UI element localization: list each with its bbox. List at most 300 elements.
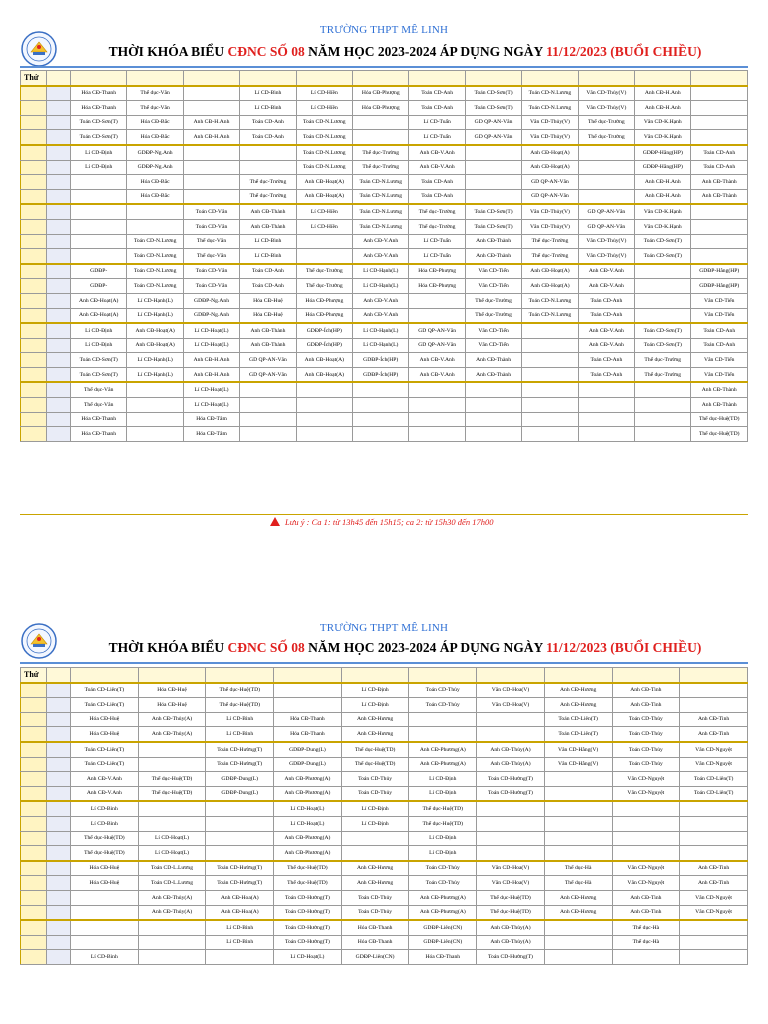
header-cell bbox=[127, 71, 183, 86]
class-cell: Lí CD-Hạnh(L) bbox=[353, 338, 409, 353]
table-row bbox=[21, 115, 748, 130]
header-cell bbox=[522, 71, 578, 86]
session-cell bbox=[47, 861, 71, 876]
class-cell: Thể dục-Trường bbox=[635, 367, 691, 382]
class-cell bbox=[240, 412, 296, 427]
page-title: THỜI KHÓA BIỂU CĐNC SỐ 08 NĂM HỌC 2023-2024 ÁP DỤNG NGÀY 11/12/2023 (BUỔI CHIỀU) bbox=[108, 44, 702, 59]
class-cell: Anh CĐ-V.Anh bbox=[353, 249, 409, 264]
class-cell bbox=[409, 427, 465, 442]
table-row bbox=[21, 219, 748, 234]
class-cell: Toán CD-N.Lương bbox=[127, 249, 183, 264]
class-cell bbox=[522, 427, 578, 442]
class-cell: GDĐP-Liên(CN) bbox=[409, 920, 477, 935]
class-cell: GDĐP-Dung(L) bbox=[206, 772, 274, 787]
class-cell: Toán CD-Hường(T) bbox=[206, 742, 274, 757]
class-cell: Toán CD-Thủy bbox=[341, 786, 409, 801]
class-cell bbox=[183, 101, 239, 116]
class-cell bbox=[691, 101, 748, 116]
class-cell bbox=[477, 816, 545, 831]
session-cell bbox=[47, 712, 71, 727]
class-cell: Anh CĐ-Thủy(A) bbox=[477, 920, 545, 935]
day-cell bbox=[21, 920, 47, 935]
header-cell bbox=[71, 668, 139, 683]
class-cell: Lí CD-Bình bbox=[71, 816, 139, 831]
header-weekday: Thứ bbox=[21, 668, 47, 683]
class-cell: Anh CĐ-V.Anh bbox=[578, 338, 634, 353]
class-cell bbox=[353, 130, 409, 145]
class-cell: Toán CD-Sơn(T) bbox=[71, 115, 127, 130]
class-cell bbox=[635, 427, 691, 442]
class-cell: Thể dục-Hà bbox=[544, 876, 612, 891]
class-cell: Hóa CĐ-Huệ bbox=[138, 698, 206, 713]
class-cell: GDĐP-Ng.Anh bbox=[127, 160, 183, 175]
class-cell bbox=[477, 801, 545, 816]
class-cell: Anh CĐ-Thành bbox=[240, 338, 296, 353]
class-cell: Lí CD-Hoạt(L) bbox=[183, 382, 239, 397]
class-cell: Thể dục-Văn bbox=[183, 234, 239, 249]
class-cell: Toán CD-Thủy bbox=[341, 905, 409, 920]
day-cell bbox=[21, 115, 47, 130]
session-cell bbox=[47, 204, 71, 219]
class-cell: Toán CD-Sơn(T) bbox=[465, 204, 521, 219]
class-cell bbox=[635, 382, 691, 397]
table-row bbox=[21, 427, 748, 442]
class-cell: Hóa CĐ-Thanh bbox=[71, 412, 127, 427]
day-cell bbox=[21, 338, 47, 353]
class-cell: Anh CĐ-V.Anh bbox=[409, 145, 465, 160]
class-cell: Anh CĐ-Thủy(A) bbox=[138, 905, 206, 920]
class-cell: Hóa CĐ-Huệ bbox=[240, 308, 296, 323]
table-row bbox=[21, 293, 748, 308]
class-cell: Anh CĐ-Tình bbox=[680, 876, 748, 891]
day-cell bbox=[21, 846, 47, 861]
timetable-grid bbox=[20, 667, 748, 965]
day-cell bbox=[21, 293, 47, 308]
class-cell bbox=[578, 412, 634, 427]
class-cell: Lí CD-Hiền bbox=[296, 101, 352, 116]
class-cell bbox=[127, 427, 183, 442]
session-cell bbox=[47, 772, 71, 787]
class-cell: Văn CD-Nguyệt bbox=[612, 772, 680, 787]
class-cell: Thể dục-Huệ(TD) bbox=[206, 698, 274, 713]
class-cell: Văn CD-Tiến bbox=[465, 323, 521, 338]
class-cell: Lí CD-Định bbox=[409, 786, 477, 801]
class-cell: Thể dục-Huệ(TD) bbox=[341, 742, 409, 757]
class-cell: GDĐP-Liên(CN) bbox=[341, 950, 409, 965]
class-cell bbox=[465, 189, 521, 204]
class-cell: Lí CD-Bình bbox=[240, 249, 296, 264]
class-cell: Toán CD-N.Lương bbox=[353, 204, 409, 219]
class-cell bbox=[680, 801, 748, 816]
class-cell bbox=[127, 219, 183, 234]
class-cell bbox=[465, 398, 521, 413]
class-cell: Hóa CĐ-Huệ bbox=[71, 861, 139, 876]
header-cell bbox=[612, 668, 680, 683]
class-cell: Toán CD-Sơn(T) bbox=[635, 249, 691, 264]
class-cell: Toán CD-Anh bbox=[578, 293, 634, 308]
class-cell bbox=[680, 698, 748, 713]
session-cell bbox=[47, 101, 71, 116]
class-cell: Toán CD-Hường(T) bbox=[206, 757, 274, 772]
class-cell bbox=[296, 382, 352, 397]
class-cell: Anh CĐ-Thủy(A) bbox=[138, 712, 206, 727]
class-cell: Lí CD-Bình bbox=[206, 920, 274, 935]
class-cell: Toán CD-Sơn(T) bbox=[635, 338, 691, 353]
table-row bbox=[21, 920, 748, 935]
class-cell: Thể dục-Huệ(TD) bbox=[138, 786, 206, 801]
class-cell: Văn CD-Hoa(V) bbox=[477, 698, 545, 713]
class-cell: GD QP-AN-Văn bbox=[240, 367, 296, 382]
class-cell: GDĐP-Ích(HP) bbox=[353, 353, 409, 368]
day-cell bbox=[21, 816, 47, 831]
session-cell bbox=[47, 219, 71, 234]
class-cell: Anh CĐ-H.Anh bbox=[635, 175, 691, 190]
table-row bbox=[21, 727, 748, 742]
class-cell bbox=[127, 382, 183, 397]
class-cell: Văn CD-Nguyệt bbox=[680, 905, 748, 920]
class-cell: GDĐP- bbox=[71, 264, 127, 279]
school-name: TRƯỜNG THPT MÊ LINH bbox=[319, 622, 449, 634]
class-cell: Văn CD-Nguyệt bbox=[612, 861, 680, 876]
table-row bbox=[21, 398, 748, 413]
class-cell bbox=[465, 145, 521, 160]
session-cell bbox=[47, 876, 71, 891]
class-cell bbox=[138, 742, 206, 757]
class-cell bbox=[544, 772, 612, 787]
class-cell: Anh CĐ-V.Anh bbox=[353, 234, 409, 249]
class-cell bbox=[635, 293, 691, 308]
table-row bbox=[21, 757, 748, 772]
class-cell bbox=[240, 145, 296, 160]
session-cell bbox=[47, 308, 71, 323]
class-cell: Toán CD-Hường(T) bbox=[274, 890, 342, 905]
class-cell: Toán CD-Sơn(T) bbox=[465, 86, 521, 101]
table-row bbox=[21, 412, 748, 427]
session-cell bbox=[47, 683, 71, 698]
table-row bbox=[21, 801, 748, 816]
day-cell bbox=[21, 160, 47, 175]
class-cell: Văn CD-Tiến bbox=[465, 279, 521, 294]
timetable-grid bbox=[20, 70, 748, 442]
class-cell: GDĐP-Hằng(HP) bbox=[635, 160, 691, 175]
class-cell: Lí CD-Tuấn bbox=[409, 249, 465, 264]
class-cell: Anh CĐ-Hoạt(A) bbox=[71, 308, 127, 323]
session-cell bbox=[47, 905, 71, 920]
class-cell: GD QP-AN-Văn bbox=[578, 204, 634, 219]
class-cell: Hóa CĐ-Tâm bbox=[183, 412, 239, 427]
session-cell bbox=[47, 786, 71, 801]
class-cell bbox=[341, 831, 409, 846]
class-cell bbox=[680, 935, 748, 950]
session-cell bbox=[47, 727, 71, 742]
class-cell: Anh CĐ-Hoạt(A) bbox=[71, 293, 127, 308]
class-cell: Văn CD-Nguyệt bbox=[680, 742, 748, 757]
table-row bbox=[21, 950, 748, 965]
class-cell bbox=[578, 398, 634, 413]
day-cell bbox=[21, 950, 47, 965]
class-cell: Hóa CĐ-Phượng bbox=[296, 293, 352, 308]
class-cell: Lí CD-Hạnh(L) bbox=[127, 367, 183, 382]
class-cell bbox=[544, 935, 612, 950]
class-cell: Thể dục-Huệ(TD) bbox=[409, 816, 477, 831]
class-cell bbox=[612, 816, 680, 831]
class-cell bbox=[477, 846, 545, 861]
class-cell: Lí CD-Hoạt(L) bbox=[274, 950, 342, 965]
class-cell: Toán CD-Anh bbox=[578, 308, 634, 323]
class-cell: Thể dục-Huệ(TD) bbox=[409, 801, 477, 816]
table-row bbox=[21, 160, 748, 175]
class-cell bbox=[409, 398, 465, 413]
class-cell: Thể dục-Trường bbox=[353, 160, 409, 175]
day-cell bbox=[21, 219, 47, 234]
class-cell: Anh CĐ-Hương bbox=[341, 876, 409, 891]
class-cell: Anh CĐ-Thành bbox=[691, 382, 748, 397]
header-cell bbox=[274, 668, 342, 683]
class-cell: GDĐP-Ích(HP) bbox=[296, 323, 352, 338]
class-cell: Văn CD-Nguyệt bbox=[680, 890, 748, 905]
day-cell bbox=[21, 323, 47, 338]
day-cell bbox=[21, 308, 47, 323]
class-cell bbox=[544, 920, 612, 935]
class-cell bbox=[138, 950, 206, 965]
page-title: THỜI KHÓA BIỂU CĐNC SỐ 08 NĂM HỌC 2023-2024 ÁP DỤNG NGÀY 11/12/2023 (BUỔI CHIỀU) bbox=[108, 640, 702, 655]
header-cell bbox=[296, 71, 352, 86]
table-row bbox=[21, 890, 748, 905]
session-cell bbox=[47, 367, 71, 382]
class-cell bbox=[353, 427, 409, 442]
day-cell bbox=[21, 757, 47, 772]
table-row bbox=[21, 189, 748, 204]
session-cell bbox=[47, 130, 71, 145]
class-cell: Lí CD-Bình bbox=[71, 801, 139, 816]
class-cell: Anh CĐ-Thành bbox=[240, 219, 296, 234]
class-cell: Thể dục-Trường bbox=[522, 234, 578, 249]
class-cell bbox=[71, 249, 127, 264]
class-cell: Toán CD-Liên(T) bbox=[71, 683, 139, 698]
day-cell bbox=[21, 234, 47, 249]
class-cell: Hóa CĐ-Thanh bbox=[71, 427, 127, 442]
class-cell: Toán CD-Liên(T) bbox=[680, 772, 748, 787]
day-cell bbox=[21, 890, 47, 905]
day-cell bbox=[21, 367, 47, 382]
class-cell: Anh CĐ-Tình bbox=[680, 727, 748, 742]
class-cell: Anh CĐ-Thành bbox=[465, 249, 521, 264]
session-cell bbox=[47, 890, 71, 905]
header-cell bbox=[71, 71, 127, 86]
class-cell: Thể dục-Huệ(TD) bbox=[274, 876, 342, 891]
header-cell bbox=[477, 668, 545, 683]
class-cell: Lí CD-Hoạt(L) bbox=[183, 338, 239, 353]
class-cell bbox=[206, 831, 274, 846]
table-row bbox=[21, 234, 748, 249]
class-cell: Anh CĐ-Hương bbox=[544, 890, 612, 905]
class-cell: Hóa CĐ-Thanh bbox=[274, 712, 342, 727]
day-cell bbox=[21, 712, 47, 727]
table-row bbox=[21, 861, 748, 876]
table-row bbox=[21, 846, 748, 861]
day-cell bbox=[21, 145, 47, 160]
table-row bbox=[21, 367, 748, 382]
day-cell bbox=[21, 876, 47, 891]
class-cell: Anh CĐ-Tình bbox=[680, 712, 748, 727]
class-cell bbox=[138, 801, 206, 816]
day-cell bbox=[21, 742, 47, 757]
class-cell: Toán CD-N.Lương bbox=[353, 219, 409, 234]
class-cell: Anh CĐ-Thủy(A) bbox=[138, 727, 206, 742]
class-cell bbox=[127, 412, 183, 427]
class-cell: Anh CĐ-Hoa(A) bbox=[206, 905, 274, 920]
class-cell: Toán CD-L.Lương bbox=[138, 861, 206, 876]
class-cell bbox=[341, 846, 409, 861]
class-cell: Văn CD-Nguyệt bbox=[680, 757, 748, 772]
table-row bbox=[21, 905, 748, 920]
class-cell bbox=[522, 382, 578, 397]
class-cell: Lí CD-Tuấn bbox=[409, 115, 465, 130]
class-cell: Anh CĐ-Phương(A) bbox=[274, 831, 342, 846]
session-cell bbox=[47, 950, 71, 965]
class-cell: Toán CD-Anh bbox=[578, 367, 634, 382]
class-cell: Anh CĐ-Phương(A) bbox=[274, 772, 342, 787]
class-cell: Hóa CĐ-Huệ bbox=[71, 712, 139, 727]
session-cell bbox=[47, 757, 71, 772]
class-cell: GDĐP-Hằng(HP) bbox=[691, 264, 748, 279]
class-cell: Thể dục-Văn bbox=[71, 382, 127, 397]
class-cell: Toán CD-Anh bbox=[691, 338, 748, 353]
class-cell: Anh CĐ-Hoạt(A) bbox=[127, 338, 183, 353]
table-row bbox=[21, 876, 748, 891]
table-row bbox=[21, 935, 748, 950]
class-cell: Toán CD-Anh bbox=[409, 86, 465, 101]
class-cell bbox=[409, 293, 465, 308]
class-cell bbox=[71, 905, 139, 920]
day-cell bbox=[21, 861, 47, 876]
class-cell: Lí CD-Bình bbox=[206, 935, 274, 950]
header-cell bbox=[47, 71, 71, 86]
class-cell: GDĐP-Hằng(HP) bbox=[691, 279, 748, 294]
class-cell: Lí CD-Định bbox=[341, 683, 409, 698]
header-row bbox=[21, 71, 748, 86]
class-cell: Lí CD-Tuấn bbox=[409, 234, 465, 249]
class-cell bbox=[296, 412, 352, 427]
class-cell: Toán CD-N.Lương bbox=[296, 130, 352, 145]
class-cell: Hóa CĐ-Bắc bbox=[127, 115, 183, 130]
class-cell: Anh CĐ-Hoạt(A) bbox=[296, 353, 352, 368]
class-cell bbox=[691, 234, 748, 249]
class-cell: Hóa CĐ-Bắc bbox=[127, 175, 183, 190]
class-cell: Thể dục-Trường bbox=[296, 264, 352, 279]
class-cell: Văn CD-Tiến bbox=[691, 293, 748, 308]
table-row bbox=[21, 382, 748, 397]
class-cell: Thể dục-Huệ(TD) bbox=[691, 412, 748, 427]
class-cell bbox=[680, 950, 748, 965]
class-cell bbox=[409, 308, 465, 323]
session-cell bbox=[47, 234, 71, 249]
class-cell bbox=[691, 204, 748, 219]
header-cell bbox=[635, 71, 691, 86]
header-cell bbox=[409, 71, 465, 86]
class-cell: Anh CĐ-Thủy(A) bbox=[138, 890, 206, 905]
class-cell bbox=[409, 412, 465, 427]
class-cell: Lí CD-Hoạt(L) bbox=[138, 831, 206, 846]
header-cell bbox=[138, 668, 206, 683]
class-cell: Toán CD-L.Lương bbox=[138, 876, 206, 891]
class-cell: Hóa CĐ-Phượng bbox=[409, 264, 465, 279]
header-cell bbox=[47, 668, 71, 683]
header-cell bbox=[206, 668, 274, 683]
class-cell: Thể dục-Văn bbox=[71, 398, 127, 413]
day-cell bbox=[21, 698, 47, 713]
class-cell: Anh CĐ-Hương bbox=[341, 861, 409, 876]
class-cell: Toán CD-Hường(T) bbox=[274, 920, 342, 935]
class-cell: Anh CĐ-Thành bbox=[240, 204, 296, 219]
class-cell bbox=[240, 160, 296, 175]
class-cell: Toán CD-Sơn(T) bbox=[635, 234, 691, 249]
table-row bbox=[21, 786, 748, 801]
class-cell: Lí CD-Hoạt(L) bbox=[274, 816, 342, 831]
class-cell bbox=[544, 816, 612, 831]
class-cell: Thể dục-Huệ(TD) bbox=[138, 772, 206, 787]
class-cell bbox=[680, 831, 748, 846]
warning-icon bbox=[270, 517, 280, 526]
day-cell bbox=[21, 905, 47, 920]
class-cell bbox=[240, 427, 296, 442]
class-cell: Thể dục-Huệ(TD) bbox=[206, 683, 274, 698]
class-cell: Thể dục-Trường bbox=[240, 189, 296, 204]
class-cell: GD QP-AN-Văn bbox=[578, 219, 634, 234]
class-cell bbox=[206, 801, 274, 816]
class-cell: Toán CD-Anh bbox=[240, 279, 296, 294]
class-cell: Toán CD-Sơn(T) bbox=[71, 367, 127, 382]
class-cell bbox=[612, 831, 680, 846]
session-cell bbox=[47, 115, 71, 130]
class-cell bbox=[691, 130, 748, 145]
table-row bbox=[21, 264, 748, 279]
class-cell: Văn CD-Hoa(V) bbox=[477, 876, 545, 891]
class-cell: Anh CĐ-H.Anh bbox=[635, 86, 691, 101]
table-row bbox=[21, 130, 748, 145]
class-cell: Anh CĐ-Hương bbox=[341, 727, 409, 742]
day-cell bbox=[21, 935, 47, 950]
class-cell: Toán CD-Thủy bbox=[612, 742, 680, 757]
class-cell: Lí CD-Hoạt(L) bbox=[274, 801, 342, 816]
class-cell: Anh CĐ-Tình bbox=[612, 683, 680, 698]
class-cell bbox=[544, 831, 612, 846]
class-cell bbox=[465, 427, 521, 442]
class-cell bbox=[680, 920, 748, 935]
class-cell: Lí CD-Định bbox=[71, 338, 127, 353]
class-cell: Toán CD-Thủy bbox=[341, 772, 409, 787]
class-cell: Toán CD-Anh bbox=[240, 115, 296, 130]
class-cell: Toán CD-N.Lương bbox=[522, 308, 578, 323]
class-cell: Lí CD-Định bbox=[409, 772, 477, 787]
class-cell: Anh CĐ-Hoạt(A) bbox=[522, 145, 578, 160]
class-cell: Toán CD-Thủy bbox=[409, 683, 477, 698]
class-cell: Toán CD-Anh bbox=[240, 130, 296, 145]
class-cell bbox=[544, 950, 612, 965]
class-cell: GD QP-AN-Văn bbox=[465, 115, 521, 130]
day-cell bbox=[21, 398, 47, 413]
table-row bbox=[21, 308, 748, 323]
day-cell bbox=[21, 772, 47, 787]
table-row bbox=[21, 353, 748, 368]
class-cell bbox=[183, 175, 239, 190]
session-cell bbox=[47, 293, 71, 308]
schedule-note: Lưu ý : Ca 1: từ 13h45 đến 15h15; ca 2: từ 15h30 đến 17h00 bbox=[270, 517, 570, 527]
class-cell: GDĐP-Ích(HP) bbox=[296, 338, 352, 353]
class-cell: Văn CD-Thủy(V) bbox=[522, 219, 578, 234]
header-cell bbox=[341, 668, 409, 683]
class-cell: Toán CD-Văn bbox=[183, 219, 239, 234]
